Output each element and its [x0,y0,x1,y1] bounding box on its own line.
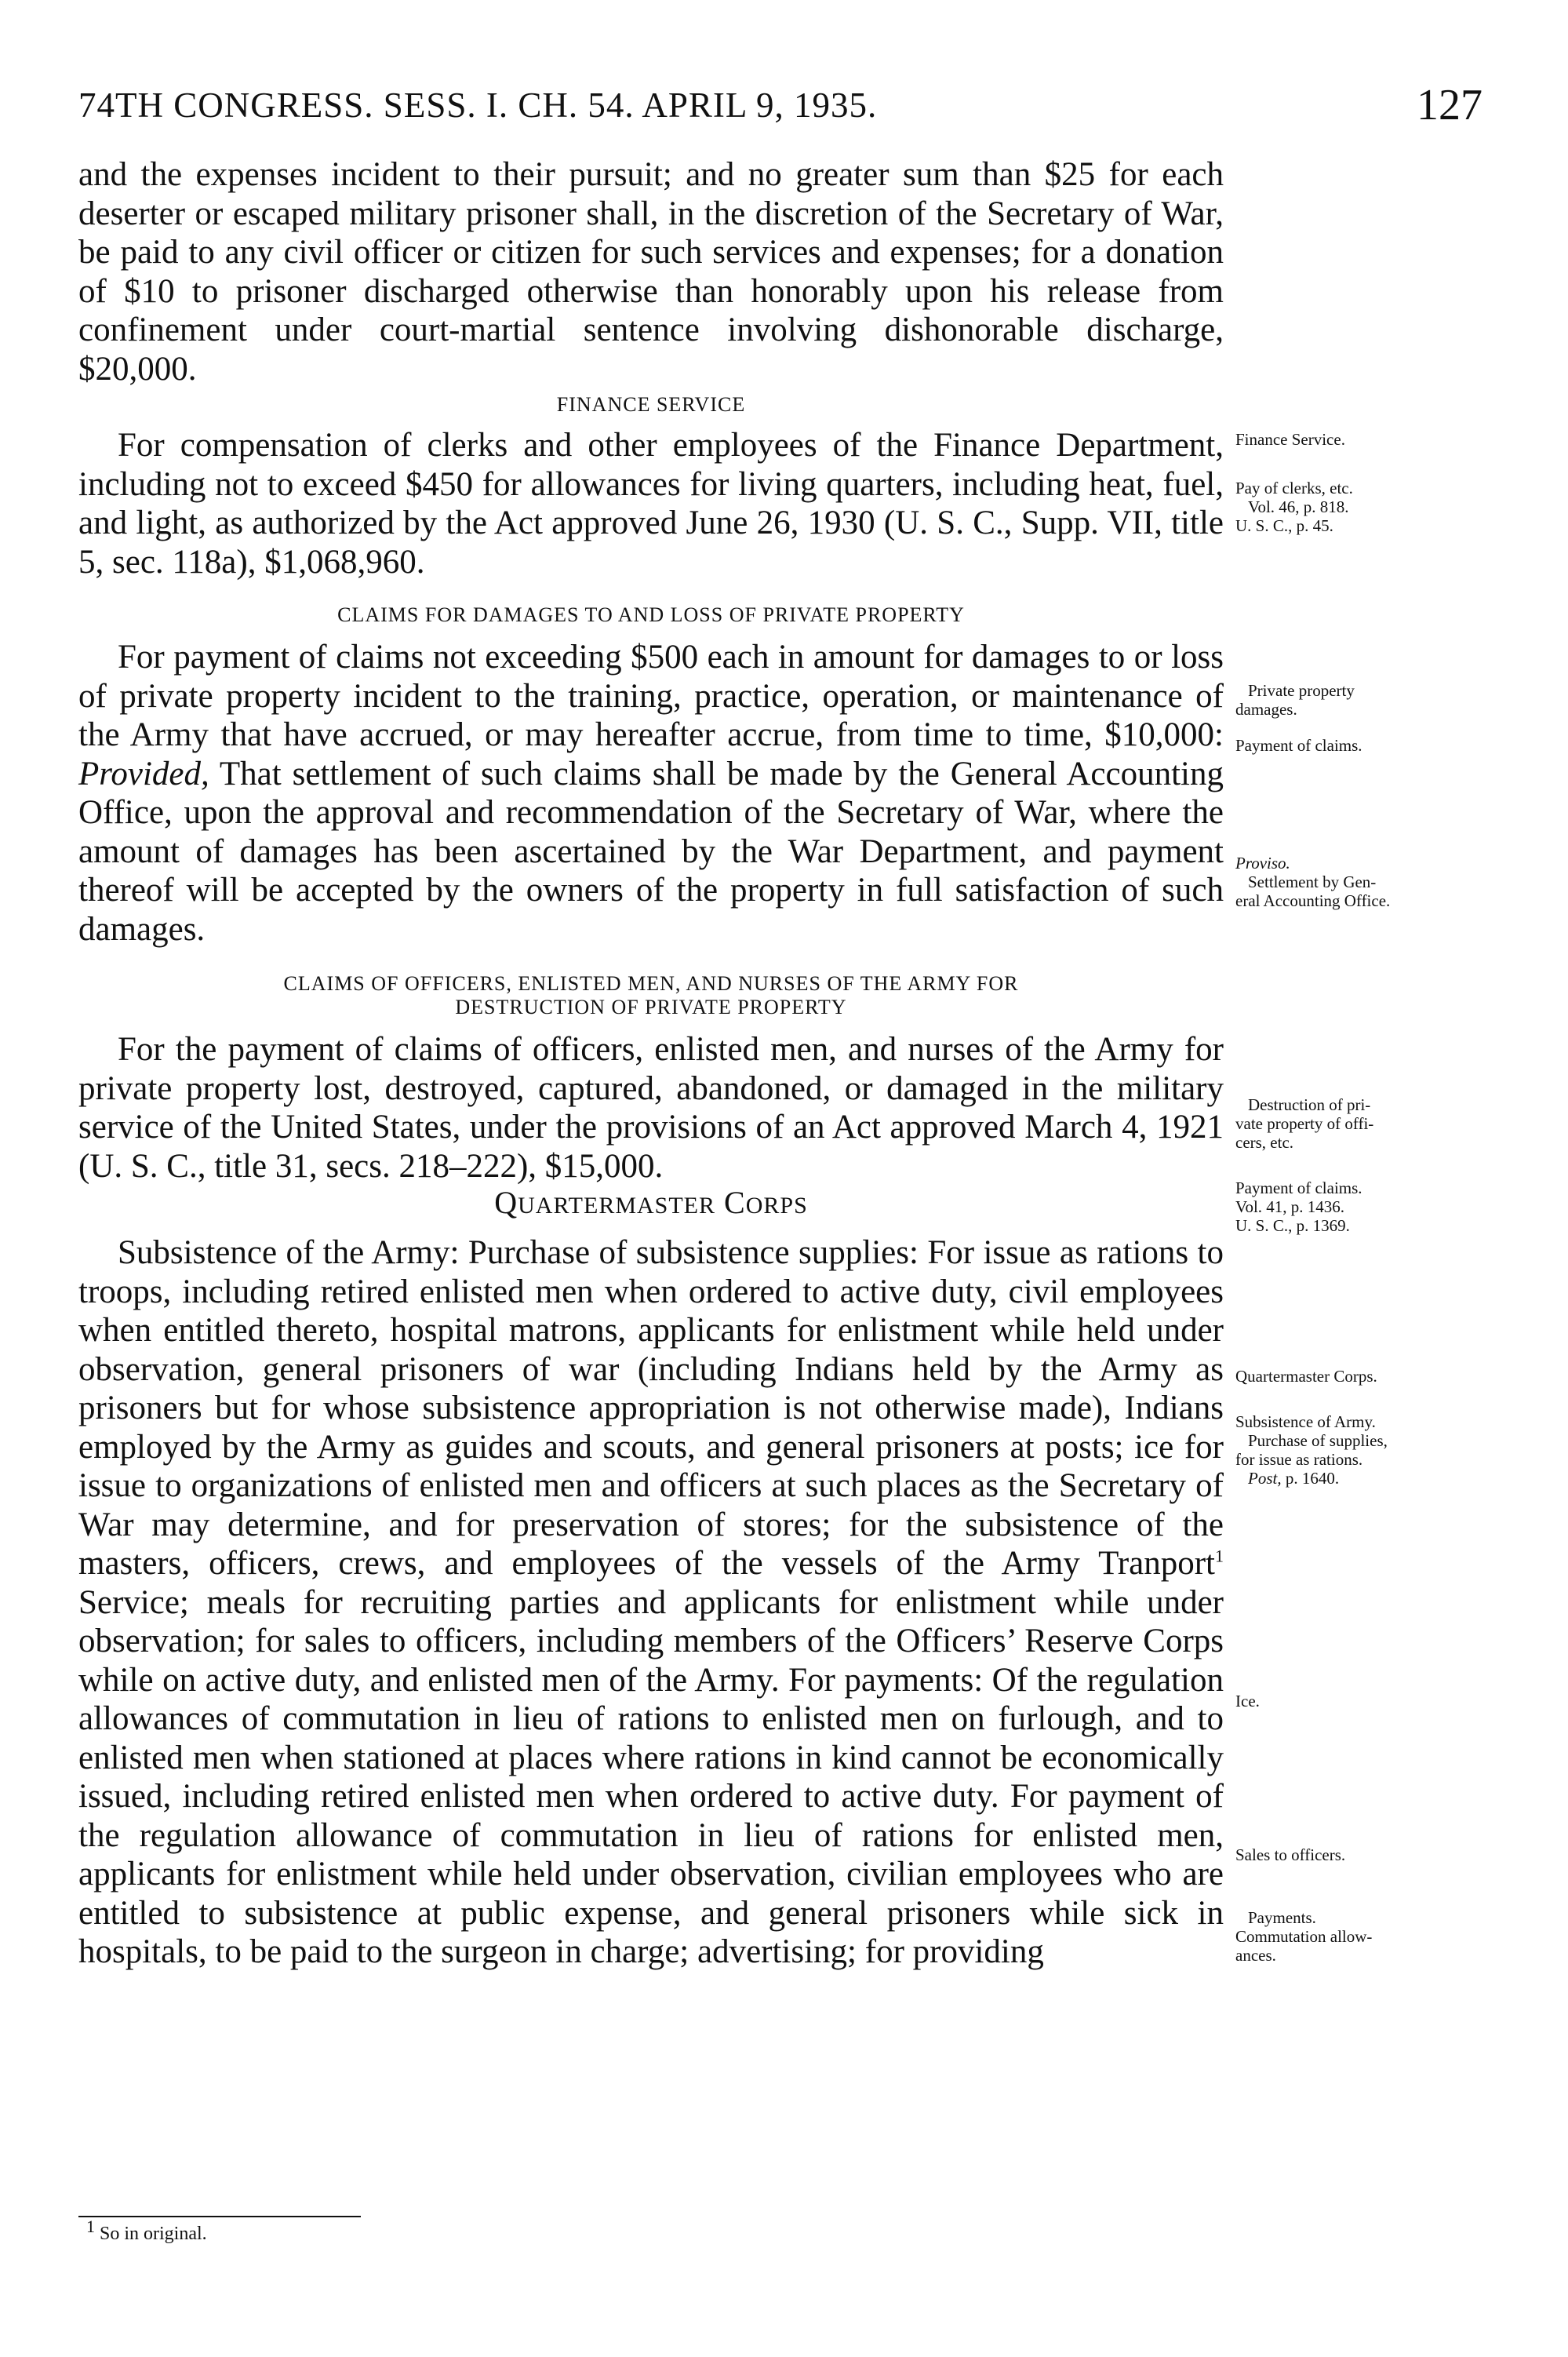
margin-note-payments: Payments. Commutation allow- ances. [1235,1908,1373,1965]
paragraph-subsistence [78,1233,1224,1972]
footnote-reference: 1 [1215,1546,1224,1566]
footnote [86,2217,207,2245]
proviso-word: Provided, [78,755,209,792]
paragraph-claims-damages [78,638,1224,949]
heading-finance-service: FINANCE SERVICE [556,393,746,416]
margin-note-pay-clerks: Pay of clerks, etc. Vol. 46, p. 818. U. S. C., p. 45. [1235,479,1353,535]
heading-claims-officers-line1: CLAIMS OF OFFICERS, ENLISTED MEN, AND NURSES OF THE ARMY FOR [283,972,1019,995]
margin-note-subsistence: Subsistence of Army. Purchase of supplies, for issue as rations. Post, p. 1640. [1235,1412,1388,1488]
margin-note-proviso: Proviso. Settlement by Gen- eral Accounting Office. [1235,854,1391,910]
margin-note-payment-claims-officers: Payment of claims. Vol. 41, p. 1436. U. S. C., p. 1369. [1235,1178,1362,1235]
claims-damages-text-a: For payment of claims not exceeding $500 each in amount for damages to or loss of private property incident to the training, practice, operation, or maintenance of the Army that have accrued, or may hereafter accrue, from time to time, $10,000: [78,639,1224,753]
paragraph-deserters: and the expenses incident to their pursuit; and no greater sum than $25 for each deserter or escaped military prisoner shall, in the discretion of the Secretary of War, be paid to any civil officer or citizen for such services and expenses; for a donation of $10 to prisoner discharged otherwise than honorably upon his release from confinement under court-martial sentence involving dishonorable discharge, $20,000. [78,156,1224,388]
running-head: 74TH CONGRESS. SESS. I. CH. 54. APRIL 9, 1935. [78,86,878,125]
footnote-rule [78,2216,361,2217]
paragraph-claims-officers: For the payment of claims of officers, enlisted men, and nurses of the Army for private property lost, destroyed, captured, abandoned, or damaged in the military service of the United States, under the provisions of an Act approved March 4, 1921 (U. S. C., title 31, secs. 218–222), $15,000. [78,1031,1224,1185]
subsistence-text-a: Subsistence of the Army: Purchase of subsistence supplies: For issue as rations to troops, including retired enlisted men when ordered to active duty, civil employees when entitled thereto, hospital matrons, applicants for enlistment while held under observation, general prisoners of war (including Indians held by the Army as prisoners but for whose subsistence appropriation is not otherwise made), Indians employed by the Army as guides and scouts, and general prisoners at posts; ice for issue to organizations of enlisted men and officers at such places as the Secretary of War may determine, and for preservation of stores; for the subsistence of the masters, officers, crews, and employees of the vessels of the Army Tranport [78,1234,1224,1582]
margin-notes [1235,0,1494,2357]
claims-damages-text-b: That settlement of such claims shall be made by the General Accounting Office, upon the approval and recommendation of the Secretary of War, where the amount of damages has been ascertained by the War Department, and payment thereof will be accepted by the owners of the property in full satisfaction of such damages. [78,755,1224,948]
margin-note-private-property: Private property damages. [1235,681,1355,719]
heading-quartermaster-corps: QUARTERMASTER CORPS [494,1185,808,1220]
footnote-text: So in original. [95,2224,207,2244]
margin-note-sales: Sales to officers. [1235,1845,1346,1864]
paragraph-finance-service: For compensation of clerks and other employees of the Finance Department, including not to exceed $450 for allowances for living quarters, including heat, fuel, and light, as authorized by the Act approved June 26, 1930 (U. S. C., Supp. VII, title 5, sec. 118a), $1,068,960. [78,427,1224,581]
margin-note-finance-service: Finance Service. [1235,430,1345,449]
subsistence-text-b: Service; meals for recruiting parties and applicants for enlistment while under observation; for sales to officers, including members of the Officers’ Reserve Corps while on active duty, and enlisted men of the Army. For payments: Of the regulation allowances of commutation in lieu of rations to enlisted men on furlough, and to enlisted men when stationed at places where rations in kind cannot be economically issued, including retired enlisted men when ordered to active duty. For payment of the regulation allowance of commutation in lieu of rations for enlisted men, applicants for enlistment while held under observation, civilian employees who are entitled to subsistence at public expense, and general prisoners while sick in hospitals, to be paid to the surgeon in charge; advertising; for providing [78,1583,1224,1970]
main-text-column [78,155,1224,1972]
page-number: 127 [1417,81,1483,129]
margin-note-ice: Ice. [1235,1692,1260,1710]
margin-note-qm-corps: Quartermaster Corps. [1235,1367,1377,1386]
margin-note-destruction: Destruction of pri- vate property of offi- cers, etc. [1235,1095,1374,1152]
footnote-mark: 1 [86,2217,95,2236]
heading-claims-damages: CLAIMS FOR DAMAGES TO AND LOSS OF PRIVATE PROPERTY [337,603,965,626]
heading-claims-officers-line2: DESTRUCTION OF PRIVATE PROPERTY [455,996,847,1018]
margin-note-payment-claims: Payment of claims. [1235,736,1362,755]
